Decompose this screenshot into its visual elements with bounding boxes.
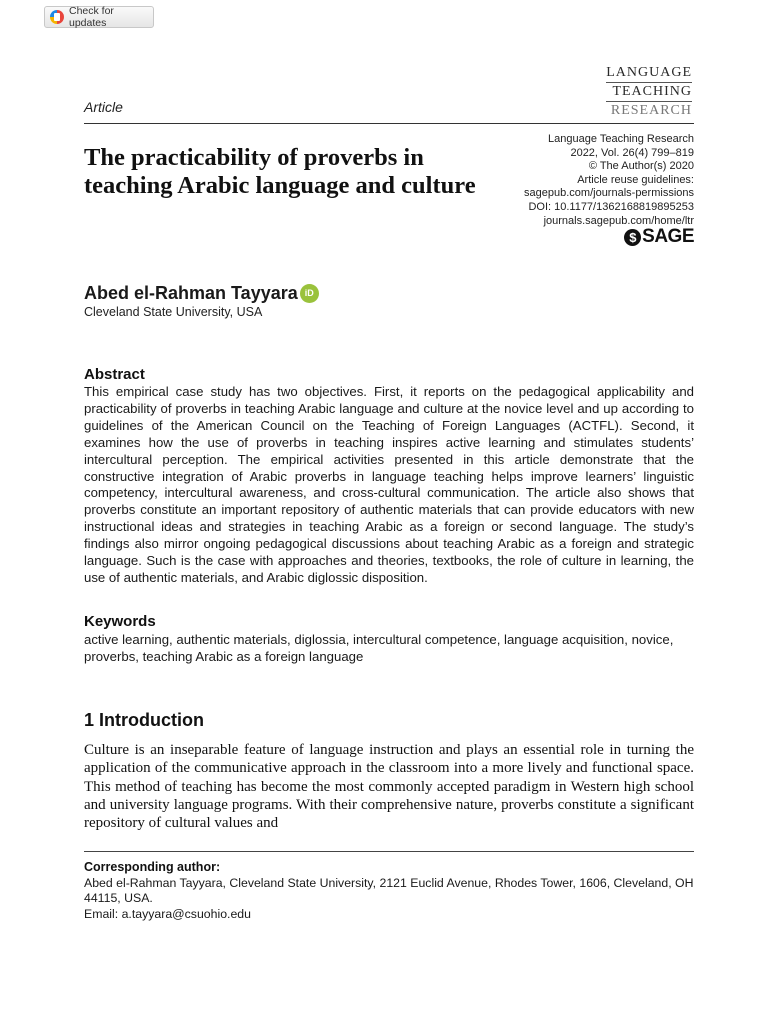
corresponding-author-email[interactable]: Email: a.tayyara@csuohio.edu bbox=[84, 907, 251, 921]
corresponding-author-heading: Corresponding author: bbox=[84, 860, 221, 874]
publication-meta bbox=[524, 133, 694, 228]
abstract-text: This empirical case study has two objectives. First, it reports on the pedagogical applicability and practicability of proverbs in teaching Arabic language and culture at the novice level and up according to guidelines of the American Council on the Teaching of Foreign Languages (ACTFL). Second, it examines how the use of proverbs in teaching inspires active learning and stimulates students’ intercultural perception. The empirical activities presented in this article demonstrate that the constructive integration of Arabic proverbs in language teaching helps improve learners’ linguistic competency, intercultural awareness, and cross-cultural communication. The article also shows that proverbs constitute an important repository of authentic materials that can provide educators with new instructional ideas and strategies in teaching Arabic as a foreign or second language. The study’s findings also mirror ongoing pedagogical discussions about teaching Arabic as a foreign and strategic language. Such is the case with approaches and theories, textbooks, the role of culture in learning, the use of authentic materials, and Arabic diglossic disposition. bbox=[84, 384, 694, 585]
journal-logo-line1: LANGUAGE bbox=[606, 65, 692, 80]
reuse-label: Article reuse guidelines: bbox=[577, 173, 694, 186]
journal-name: Language Teaching Research bbox=[548, 133, 694, 145]
check-for-updates-button[interactable] bbox=[44, 6, 154, 28]
sage-s-icon: $ bbox=[624, 229, 641, 246]
orcid-icon[interactable]: iD bbox=[300, 284, 319, 303]
header-divider bbox=[84, 123, 694, 124]
journal-logo-line2: TEACHING bbox=[606, 82, 692, 101]
reuse-link[interactable]: sagepub.com/journals-permissions bbox=[524, 187, 694, 200]
author-line bbox=[84, 283, 319, 304]
doi[interactable]: DOI: 10.1177/1362168819895253 bbox=[528, 200, 694, 213]
journal-home-link[interactable]: journals.sagepub.com/home/ltr bbox=[543, 214, 694, 227]
author-affiliation: Cleveland State University, USA bbox=[84, 305, 263, 319]
keywords-text: active learning, authentic materials, diglossia, intercultural competence, language acquisition, novice, proverbs, teaching Arabic as a foreign language bbox=[84, 632, 674, 664]
corresponding-author-address: Abed el-Rahman Tayyara, Cleveland State University, 2121 Euclid Avenue, Rhodes Tower, 1606, Cleveland, OH 44115, USA. bbox=[84, 876, 694, 906]
check-for-updates-label: Check for updates bbox=[69, 5, 114, 29]
journal-logo-line3: RESEARCH bbox=[606, 101, 692, 120]
article-type-label: Article bbox=[84, 99, 123, 115]
keywords-heading: Keywords bbox=[84, 613, 156, 630]
copyright: © The Author(s) 2020 bbox=[588, 160, 694, 173]
publisher-name: SAGE bbox=[642, 226, 694, 247]
abstract-heading: Abstract bbox=[84, 366, 145, 383]
introduction-heading: 1 Introduction bbox=[84, 710, 204, 730]
article-title: The practicability of proverbs in teaching Arabic language and culture bbox=[84, 144, 476, 199]
publisher-logo bbox=[624, 226, 694, 248]
crossmark-icon bbox=[50, 10, 64, 24]
footnote-divider bbox=[84, 851, 694, 852]
journal-logo bbox=[606, 64, 692, 120]
introduction-text: Culture is an inseparable feature of language instruction and plays an essential role in turning the application of the communicative approach in the classroom into a more lively and functional space. This method of teaching has become the most commonly accepted paradigm in Western high school and university language programs. With their comprehensive nature, proverbs constitute a significant repository of cultural values and bbox=[84, 742, 694, 832]
author-name: Abed el-Rahman Tayyara bbox=[84, 283, 298, 303]
volume-info: 2022, Vol. 26(4) 799–819 bbox=[570, 146, 694, 159]
